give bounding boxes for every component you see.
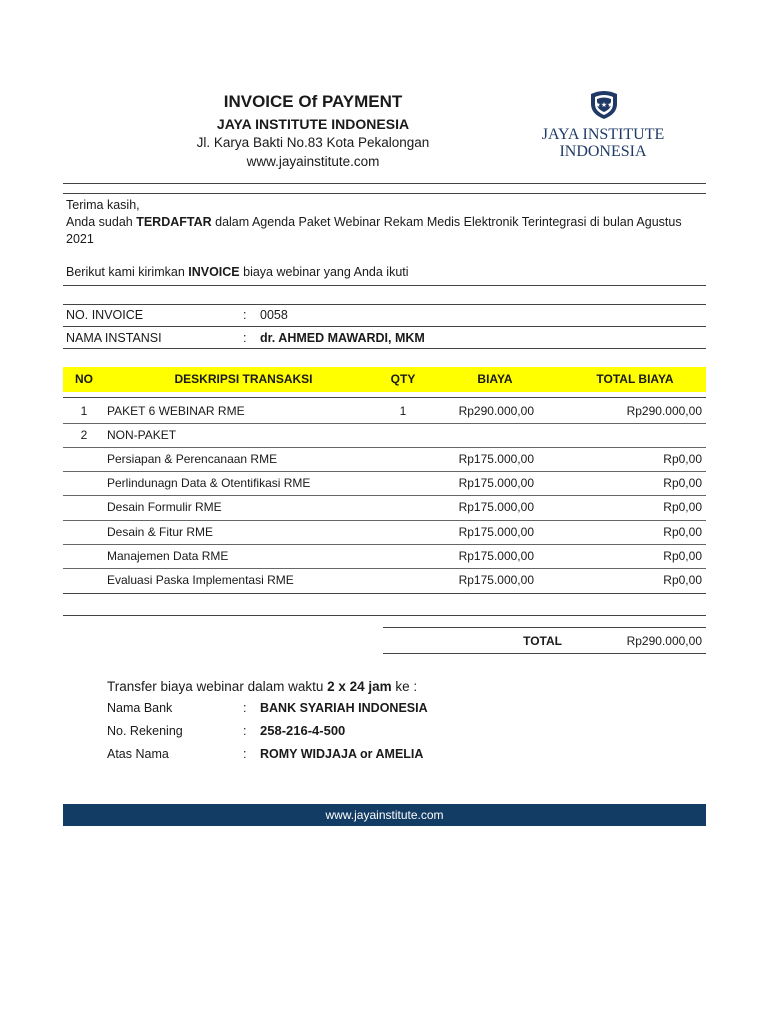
registration-text-pre: Anda sudah — [66, 215, 137, 229]
transfer-instruction-post: ke : — [391, 679, 418, 694]
account-holder-value: ROMY WIDJAJA or AMELIA — [260, 747, 424, 761]
instansi-value: dr. AHMED MAWARDI, MKM — [260, 331, 425, 345]
row-biaya: Rp175.000,00 — [458, 500, 534, 515]
star-emblem-icon — [585, 90, 623, 120]
logo-text-line1: JAYA INSTITUTE — [541, 126, 665, 143]
row-description: Desain & Fitur RME — [107, 524, 214, 539]
instansi-colon: : — [243, 331, 247, 345]
row-total: Rp0,00 — [663, 524, 702, 539]
bank-name-colon: : — [243, 701, 247, 715]
row-total: Rp0,00 — [663, 500, 702, 515]
row-divider — [63, 568, 706, 569]
column-header-biaya: BIAYA — [477, 372, 513, 386]
column-header-no: NO — [75, 372, 93, 386]
institute-name: JAYA INSTITUTE INDONESIA — [216, 116, 410, 132]
row-biaya: Rp175.000,00 — [458, 572, 534, 587]
row-description: Persiapan & Perencanaan RME — [107, 452, 278, 467]
invoice-number-value: 0058 — [260, 308, 288, 322]
account-holder-colon: : — [243, 747, 247, 761]
registration-text — [66, 215, 682, 229]
invoice-title: INVOICE Of PAYMENT — [223, 92, 403, 111]
divider — [63, 615, 706, 616]
divider — [63, 593, 706, 594]
registration-text-post: dalam Agenda Paket Webinar Rekam Medis Elektronik Terintegrasi di bulan Agustus — [211, 215, 682, 229]
institute-logo — [528, 86, 678, 164]
row-biaya: Rp290.000,00 — [458, 404, 534, 418]
row-description: PAKET 6 WEBINAR RME — [107, 404, 245, 418]
row-description: Desain Formulir RME — [107, 500, 222, 515]
transfer-instruction — [107, 679, 417, 694]
transfer-deadline: 2 x 24 jam — [327, 679, 392, 694]
row-total: Rp290.000,00 — [626, 404, 702, 418]
bank-name-value: BANK SYARIAH INDONESIA — [260, 701, 428, 715]
bank-name-label: Nama Bank — [107, 701, 173, 715]
transfer-instruction-pre: Transfer biaya webinar dalam waktu — [107, 679, 328, 694]
row-total: Rp0,00 — [663, 476, 702, 491]
total-value: Rp290.000,00 — [626, 634, 702, 648]
column-header-total: TOTAL BIAYA — [596, 372, 674, 386]
invoice-number-label: NO. INVOICE — [66, 308, 144, 322]
footer-website-bar — [63, 804, 706, 826]
instansi-label: NAMA INSTANSI — [66, 331, 162, 345]
svg-text:★★★: ★★★ — [594, 101, 614, 109]
account-number-label: No. Rekening — [107, 724, 183, 738]
row-divider — [63, 423, 706, 424]
registration-status: TERDAFTAR — [136, 215, 212, 229]
row-divider — [63, 520, 706, 521]
row-number: 2 — [80, 428, 88, 443]
invoice-intro-post: biaya webinar yang Anda ikuti — [239, 265, 409, 279]
row-qty: 1 — [399, 404, 407, 418]
column-header-qty: QTY — [390, 372, 416, 386]
account-holder-label: Atas Nama — [107, 747, 169, 761]
divider — [63, 304, 706, 305]
account-number-colon: : — [243, 724, 247, 738]
divider — [63, 285, 706, 286]
registration-year: 2021 — [66, 232, 94, 246]
row-description: Perlindunagn Data & Otentifikasi RME — [107, 476, 311, 491]
greeting-text: Terima kasih, — [66, 198, 140, 212]
total-label: TOTAL — [523, 634, 562, 648]
column-header-description: DESKRIPSI TRANSAKSI — [174, 372, 313, 386]
divider — [63, 326, 706, 327]
divider — [63, 193, 706, 194]
row-divider — [63, 447, 706, 448]
divider — [63, 348, 706, 349]
row-divider — [63, 544, 706, 545]
invoice-intro-bold: INVOICE — [188, 265, 240, 279]
divider — [383, 627, 706, 628]
row-number: 1 — [80, 404, 88, 418]
invoice-intro-pre: Berikut kami kirimkan — [66, 265, 189, 279]
row-total: Rp0,00 — [663, 452, 702, 467]
row-biaya: Rp175.000,00 — [458, 476, 534, 491]
row-description: Evaluasi Paska Implementasi RME — [107, 572, 294, 587]
invoice-number-colon: : — [243, 308, 247, 322]
invoice-intro-text — [66, 265, 409, 279]
row-divider — [63, 471, 706, 472]
row-divider — [63, 495, 706, 496]
footer-website: www.jayainstitute.com — [325, 808, 444, 822]
divider — [63, 397, 706, 398]
account-number-value: 258-216-4-500 — [260, 723, 346, 738]
row-biaya: Rp175.000,00 — [458, 548, 534, 563]
row-total: Rp0,00 — [663, 548, 702, 563]
logo-text-line2: INDONESIA — [559, 143, 647, 160]
row-description: Manajemen Data RME — [107, 548, 229, 563]
divider — [63, 183, 706, 184]
institute-website: www.jayainstitute.com — [246, 154, 380, 169]
row-biaya: Rp175.000,00 — [458, 452, 534, 467]
row-description: NON-PAKET — [107, 428, 177, 443]
row-biaya: Rp175.000,00 — [458, 524, 534, 539]
row-total: Rp0,00 — [663, 572, 702, 587]
institute-address: Jl. Karya Bakti No.83 Kota Pekalongan — [196, 135, 430, 150]
divider — [383, 653, 706, 654]
